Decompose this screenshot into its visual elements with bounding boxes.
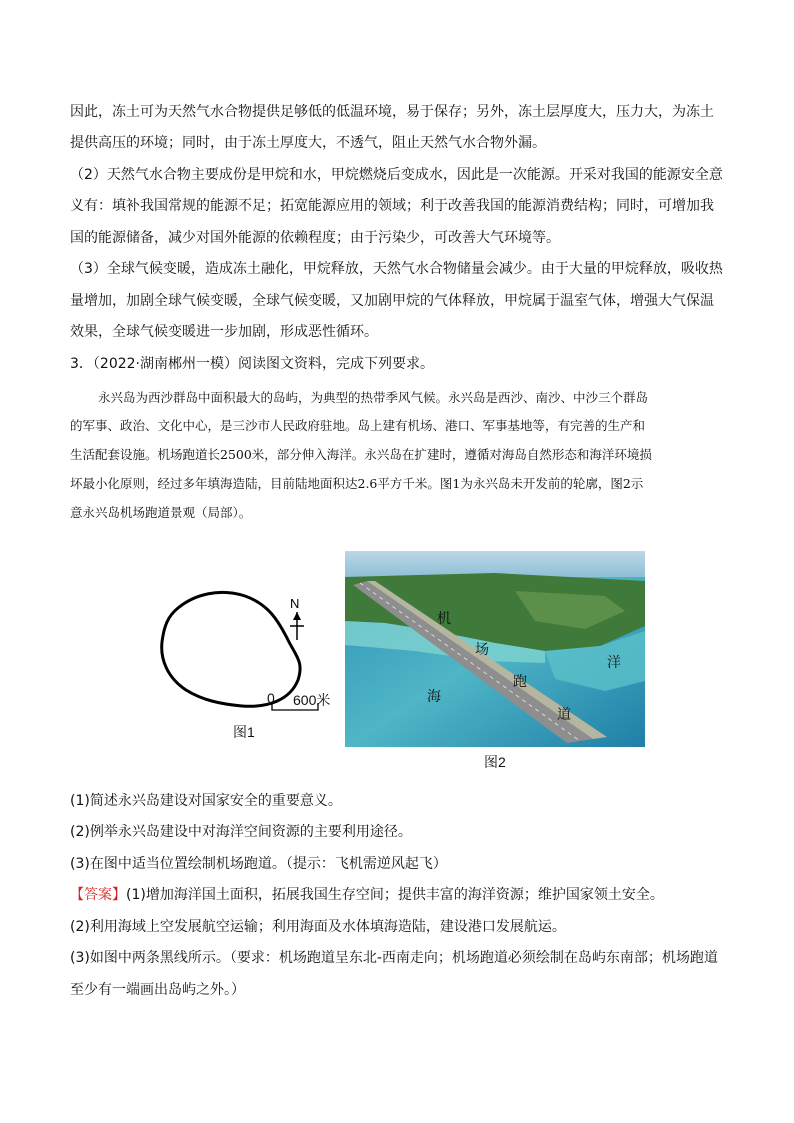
paragraph-line: 效果，全球气候变暖进一步加剧，形成恶性循环。 <box>70 324 378 340</box>
question-3: (3)在图中适当位置绘制机场跑道。（提示：飞机需逆风起飞） <box>70 856 447 872</box>
material-line: 永兴岛为西沙群岛中面积最大的岛屿，为典型的热带季风气候。永兴岛是西沙、南沙、中沙三个群岛 <box>98 390 649 405</box>
question-title: 3．（2022·湖南郴州一模）阅读图文资料，完成下列要求。 <box>70 356 434 372</box>
material-line: 生活配套设施。机场跑道长2500米，部分伸入海洋。永兴岛在扩建时，遵循对海岛自然形态和海洋环境损 <box>70 447 652 462</box>
figure-1-caption: 图1 <box>233 724 255 740</box>
runway-char-2: 场 <box>475 642 489 658</box>
paragraph-line: （3）全球气候变暖，造成冻土融化，甲烷释放，天然气水合物储量会减少。由于大量的甲烷释放，吸收热 <box>70 261 723 277</box>
runway-char-4: 道 <box>557 707 571 723</box>
paragraph-line: 义有：填补我国常规的能源不足；拓宽能源应用的领域；利于改善我国的能源消费结构；同时，可增加我 <box>70 198 714 214</box>
answer-label: 【答案】 <box>70 887 126 903</box>
answer-2: (2)利用海域上空发展航空运输；利用海面及水体填海造陆，建设港口发展航运。 <box>70 919 566 935</box>
scale-length: 600米 <box>293 692 331 708</box>
material-line: 的军事、政治、文化中心，是三沙市人民政府驻地。岛上建有机场、港口、军事基地等，有完善的生产和 <box>70 418 646 433</box>
question-1: (1)简述永兴岛建设对国家安全的重要意义。 <box>70 793 342 809</box>
paragraph-line: 因此，冻土可为天然气水合物提供足够低的低温环境，易于保存；另外，冻土层厚度大，压力大，为冻土 <box>70 104 714 120</box>
sea-label: 海 <box>427 689 441 705</box>
answer-3-cont: 至少有一端画出岛屿之外。） <box>70 982 245 998</box>
material-line: 意永兴岛机场跑道景观（局部）。 <box>70 505 252 520</box>
paragraph-line: 量增加，加剧全球气候变暖，全球气候变暖，又加剧甲烷的气体释放，甲烷属于温室气体，增强大气保温 <box>70 293 714 309</box>
paragraph-line: （2）天然气水合物主要成份是甲烷和水，甲烷燃烧后变成水，因此是一次能源。开采对我国的能源安全意 <box>70 167 723 183</box>
answer-1: (1)增加海洋国土面积，拓展我国生存空间；提供丰富的海洋资源；维护国家领土安全。 <box>126 887 664 903</box>
island-outline <box>162 592 300 706</box>
paragraph-line: 国的能源储备，减少对国外能源的依赖程度；由于污染少，可改善大气环境等。 <box>70 230 560 246</box>
figure-2-runway-photo <box>345 551 645 747</box>
scale-zero: 0 <box>267 690 275 706</box>
question-2: (2)例举永兴岛建设中对海洋空间资源的主要利用途径。 <box>70 824 412 840</box>
figure-2-caption: 图2 <box>484 754 506 770</box>
paragraph-line: 提供高压的环境；同时，由于冻土厚度大，不透气，阻止天然气水合物外漏。 <box>70 135 546 151</box>
runway-char-1: 机 <box>437 611 451 627</box>
answer-line-1 <box>70 880 725 912</box>
north-label: N <box>290 596 300 611</box>
answer-3: (3)如图中两条黑线所示。（要求：机场跑道呈东北-西南走向；机场跑道必须绘制在岛屿东南部；机场跑道 <box>70 950 718 966</box>
runway-char-3: 跑 <box>513 674 527 690</box>
ocean-label: 洋 <box>607 655 621 671</box>
material-line: 坏最小化原则，经过多年填海造陆，目前陆地面积达2.6平方千米。图1为永兴岛未开发前的轮廓，图2示 <box>70 476 644 491</box>
